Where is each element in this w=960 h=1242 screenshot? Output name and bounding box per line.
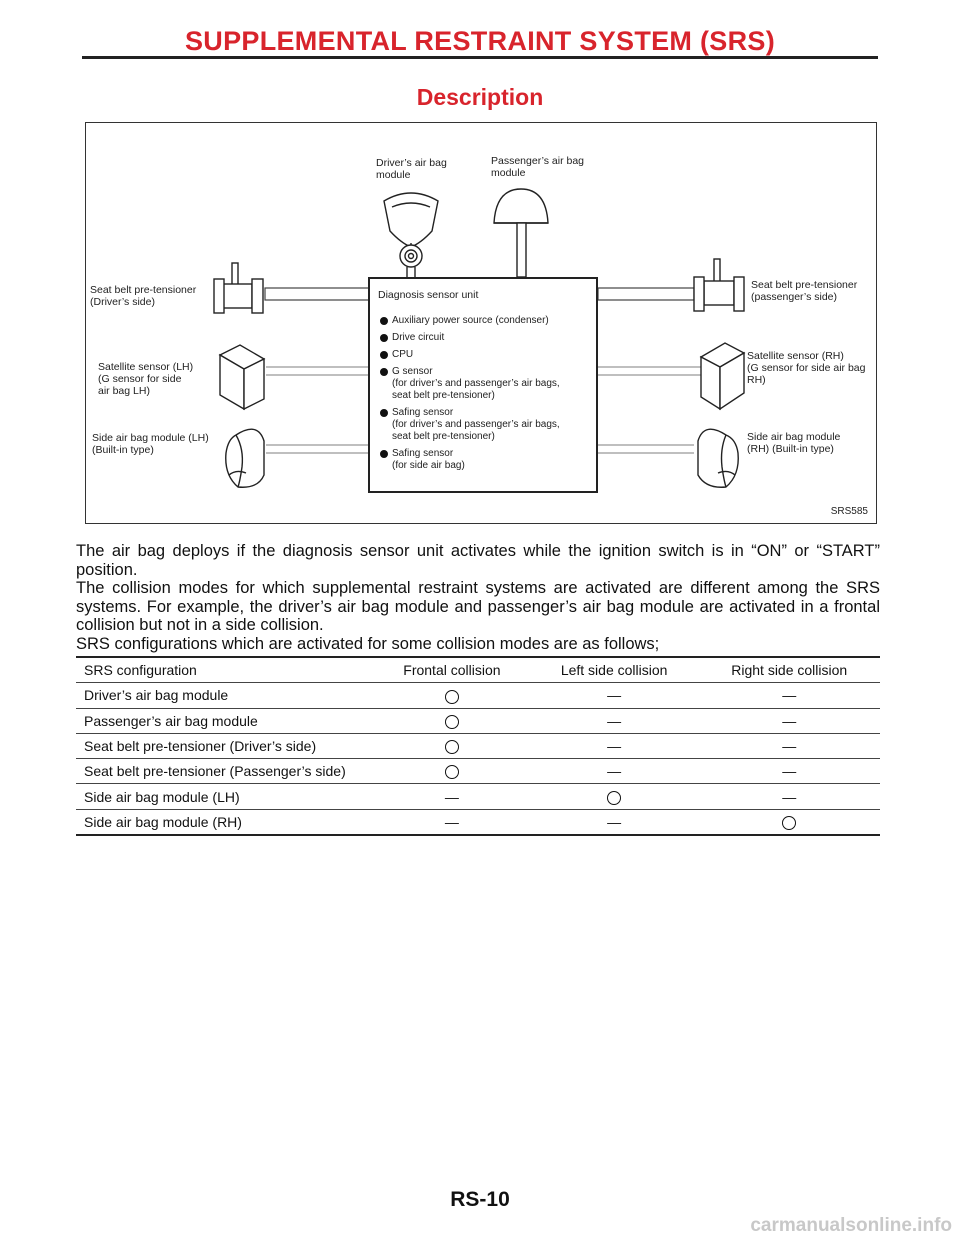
side-air-bag-rh-label: Side air bag module (RH) (Built-in type) [747,431,841,455]
seat-belt-pretensioner-right [694,259,744,311]
passengers-air-bag-label: Passenger’s air bag module [491,155,585,179]
table-row [76,683,880,708]
mark-cell: — [698,784,880,809]
mark-cell [374,733,530,758]
paragraph: SRS configurations which are activated for some collision modes are as follows; [76,634,660,653]
mark-cell: — [374,784,530,809]
config-cell: Driver’s air bag module [76,683,374,708]
header-title: SUPPLEMENTAL RESTRAINT SYSTEM (SRS) [184,26,776,56]
drivers-air-bag-label: Driver’s air bag module [376,157,447,181]
column-header: Left side collision [530,657,699,683]
mark-cell: — [698,733,880,758]
dsu-item: Safing sensor (for driver’s and passenger’s air bags, seat belt pre-tensioner) [380,407,590,443]
passengers-air-bag-module [494,189,548,277]
mark-cell: — [530,809,699,835]
srs-configuration-table [76,656,880,836]
mark-cell [530,784,699,809]
side-air-bag-lh-label: Side air bag module (LH) (Built-in type) [92,432,209,456]
satellite-sensor-rh [701,343,744,409]
bullet-icon [380,334,388,342]
bullet-icon [380,317,388,325]
bullet-icon [380,409,388,417]
circle-mark-icon [445,765,459,779]
satellite-sensor-lh [220,345,264,409]
table-header-row [76,657,880,683]
mark-cell: — [374,809,530,835]
circle-mark-icon [607,791,621,805]
mark-cell: — [530,683,699,708]
column-header: Frontal collision [374,657,530,683]
description-text [76,542,880,653]
table-row [76,759,880,784]
srs-diagram [85,122,877,524]
mark-cell [374,708,530,733]
page-number: RS-10 [450,1188,510,1211]
diagnosis-sensor-unit [368,277,598,493]
paragraph: The air bag deploys if the diagnosis sensor unit activates while the ignition switch is in “ON” or “START” position. [76,542,880,579]
config-cell: Passenger’s air bag module [76,708,374,733]
column-header: Right side collision [698,657,880,683]
config-cell: Seat belt pre-tensioner (Driver’s side) [76,733,374,758]
seat-belt-left-wire [265,288,369,300]
bullet-icon [380,450,388,458]
mark-cell: — [698,708,880,733]
mark-cell [374,683,530,708]
diagnosis-sensor-unit-title: Diagnosis sensor unit [378,289,479,301]
table-row [76,708,880,733]
header-rule [82,56,878,59]
config-cell: Side air bag module (LH) [76,784,374,809]
circle-mark-icon [445,740,459,754]
config-cell: Seat belt pre-tensioner (Passenger’s side) [76,759,374,784]
seat-belt-right-wire [598,288,694,300]
dsu-item: Safing sensor (for side air bag) [380,448,590,472]
satellite-sensor-rh-label: Satellite sensor (RH) (G sensor for side air bag RH) [747,350,866,386]
bullet-icon [380,351,388,359]
bullet-icon [380,368,388,376]
drivers-air-bag-module [384,193,438,277]
satellite-sensor-lh-label: Satellite sensor (LH) (G sensor for side air bag LH) [98,361,194,397]
figure-code: SRS585 [830,506,868,517]
mark-cell: — [530,733,699,758]
watermark: carmanualsonline.info [750,1215,952,1236]
table-row [76,784,880,809]
circle-mark-icon [782,816,796,830]
seat-belt-pretensioner-left [214,263,263,313]
mark-cell [374,759,530,784]
mark-cell: — [698,759,880,784]
config-cell: Side air bag module (RH) [76,809,374,835]
dsu-item: Drive circuit [380,332,590,344]
circle-mark-icon [445,715,459,729]
dsu-item: Auxiliary power source (condenser) [380,315,590,327]
diagnosis-sensor-unit-list [380,315,590,477]
dsu-item: CPU [380,349,590,361]
seat-belt-right-label: Seat belt pre-tensioner (passenger’s side) [751,279,858,303]
column-header: SRS configuration [76,657,374,683]
mark-cell: — [530,708,699,733]
table-row [76,733,880,758]
seat-belt-left-label: Seat belt pre-tensioner (Driver’s side) [90,284,197,308]
side-air-bag-module-rh [698,429,738,487]
mark-cell [698,809,880,835]
table-row [76,809,880,835]
side-air-bag-module-lh [226,429,264,487]
mark-cell: — [530,759,699,784]
page-title: Description [416,84,544,110]
dsu-item: G sensor (for driver’s and passenger’s air bags, seat belt pre-tensioner) [380,366,590,402]
circle-mark-icon [445,690,459,704]
mark-cell: — [698,683,880,708]
paragraph: The collision modes for which supplemental restraint systems are activated are different among the SRS systems. For example, the driver’s air bag module and passenger’s air bag module are activated in a frontal collision but not in a side collision. [76,579,880,634]
